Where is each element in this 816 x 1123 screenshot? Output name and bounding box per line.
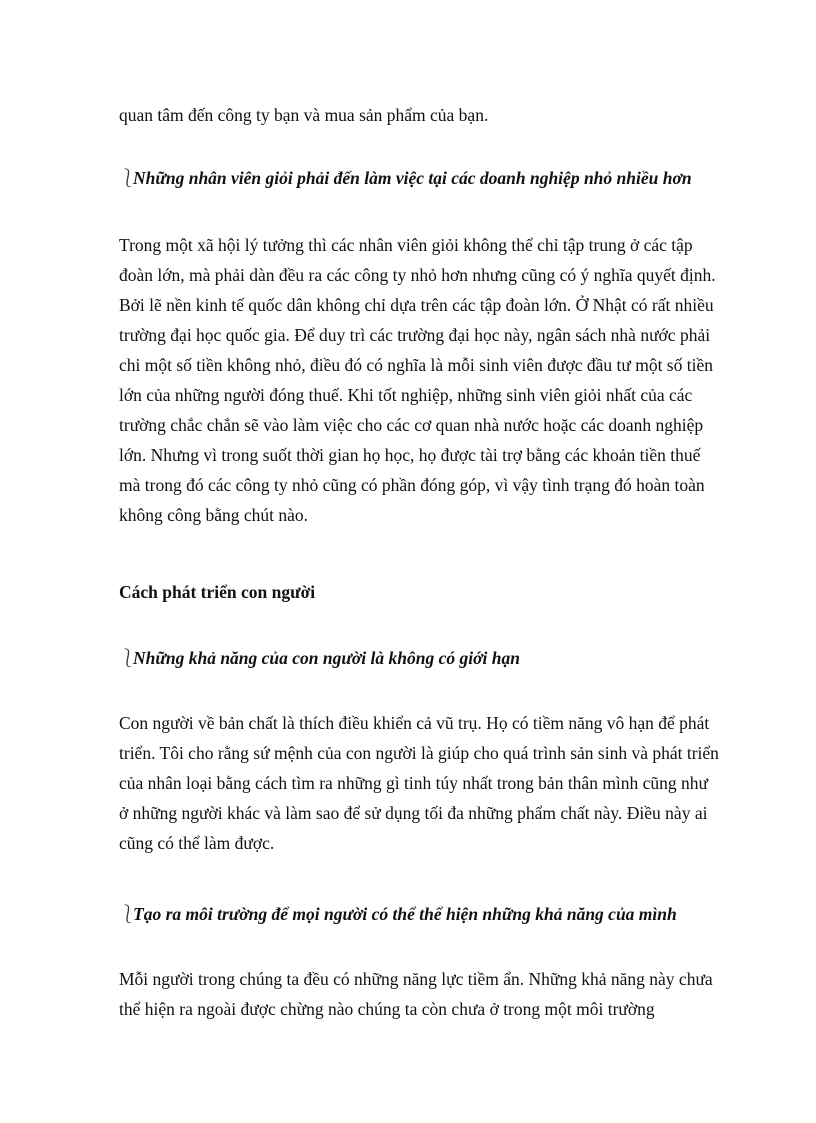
heading-text: Tạo ra môi trường để mọi người có thể thể hiện những khả năng của mình (133, 904, 677, 924)
heading-create-environment (119, 899, 719, 929)
intro-line: quan tâm đến công ty bạn và mua sản phẩm của bạn. (119, 105, 489, 125)
section-title: Cách phát triển con người (119, 582, 316, 602)
paragraph-ideal-society: Trong một xã hội lý tưởng thì các nhân viên giỏi không thể chỉ tập trung ở các tập đoàn lớn, mà phải dàn đều ra các công ty nhỏ hơn nhưng cũng có ý nghĩa quyết định. Bởi lẽ nền kinh tế quốc dân không chỉ dựa trên các tập đoàn lớn. Ở Nhật có rất nhiều trường đại học quốc gia. Để duy trì các trường đại học này, ngân sách nhà nước phải chi một số tiền không nhỏ, điều đó có nghĩa là mỗi sinh viên được đầu tư một số tiền lớn của những người đóng thuế. Khi tốt nghiệp, những sinh viên giỏi nhất của các trường chắc chắn sẽ vào làm việc cho các cơ quan nhà nước hoặc các doanh nghiệp lớn. Nhưng vì trong suốt thời gian họ học, họ được tài trợ bằng các khoản tiền thuế mà trong đó các công ty nhỏ cũng có phần đóng góp, vì vậy tình trạng đó hoàn toàn không công bằng chút nào. (119, 235, 716, 525)
heading-small-business-staff (119, 163, 719, 193)
heading-text: Những nhân viên giỏi phải đến làm việc tại các doanh nghiệp nhỏ nhiều hơn (133, 168, 692, 188)
paragraph-human-nature: Con người về bản chất là thích điều khiển cả vũ trụ. Họ có tiềm năng vô hạn để phát triển. Tôi cho rằng sứ mệnh của con người là giúp cho quá trình sản sinh và phát triển của nhân loại bằng cách tìm ra những gì tinh túy nhất trong bản thân mình cũng như ở những người khác và làm sao để sử dụng tối đa những phẩm chất này. Điều này ai cũng có thể làm được. (119, 713, 719, 853)
bullet-mark-icon: ⎱ (119, 648, 137, 668)
heading-human-potential (119, 643, 719, 673)
bullet-mark-icon: ⎱ (119, 168, 137, 188)
bullet-mark-icon: ⎱ (119, 904, 137, 924)
heading-text: Những khả năng của con người là không có giới hạn (133, 648, 520, 668)
paragraph-hidden-abilities: Mỗi người trong chúng ta đều có những năng lực tiềm ẩn. Những khả năng này chưa thể hiện ra ngoài được chừng nào chúng ta còn chưa ở trong một môi trường (119, 969, 713, 1019)
